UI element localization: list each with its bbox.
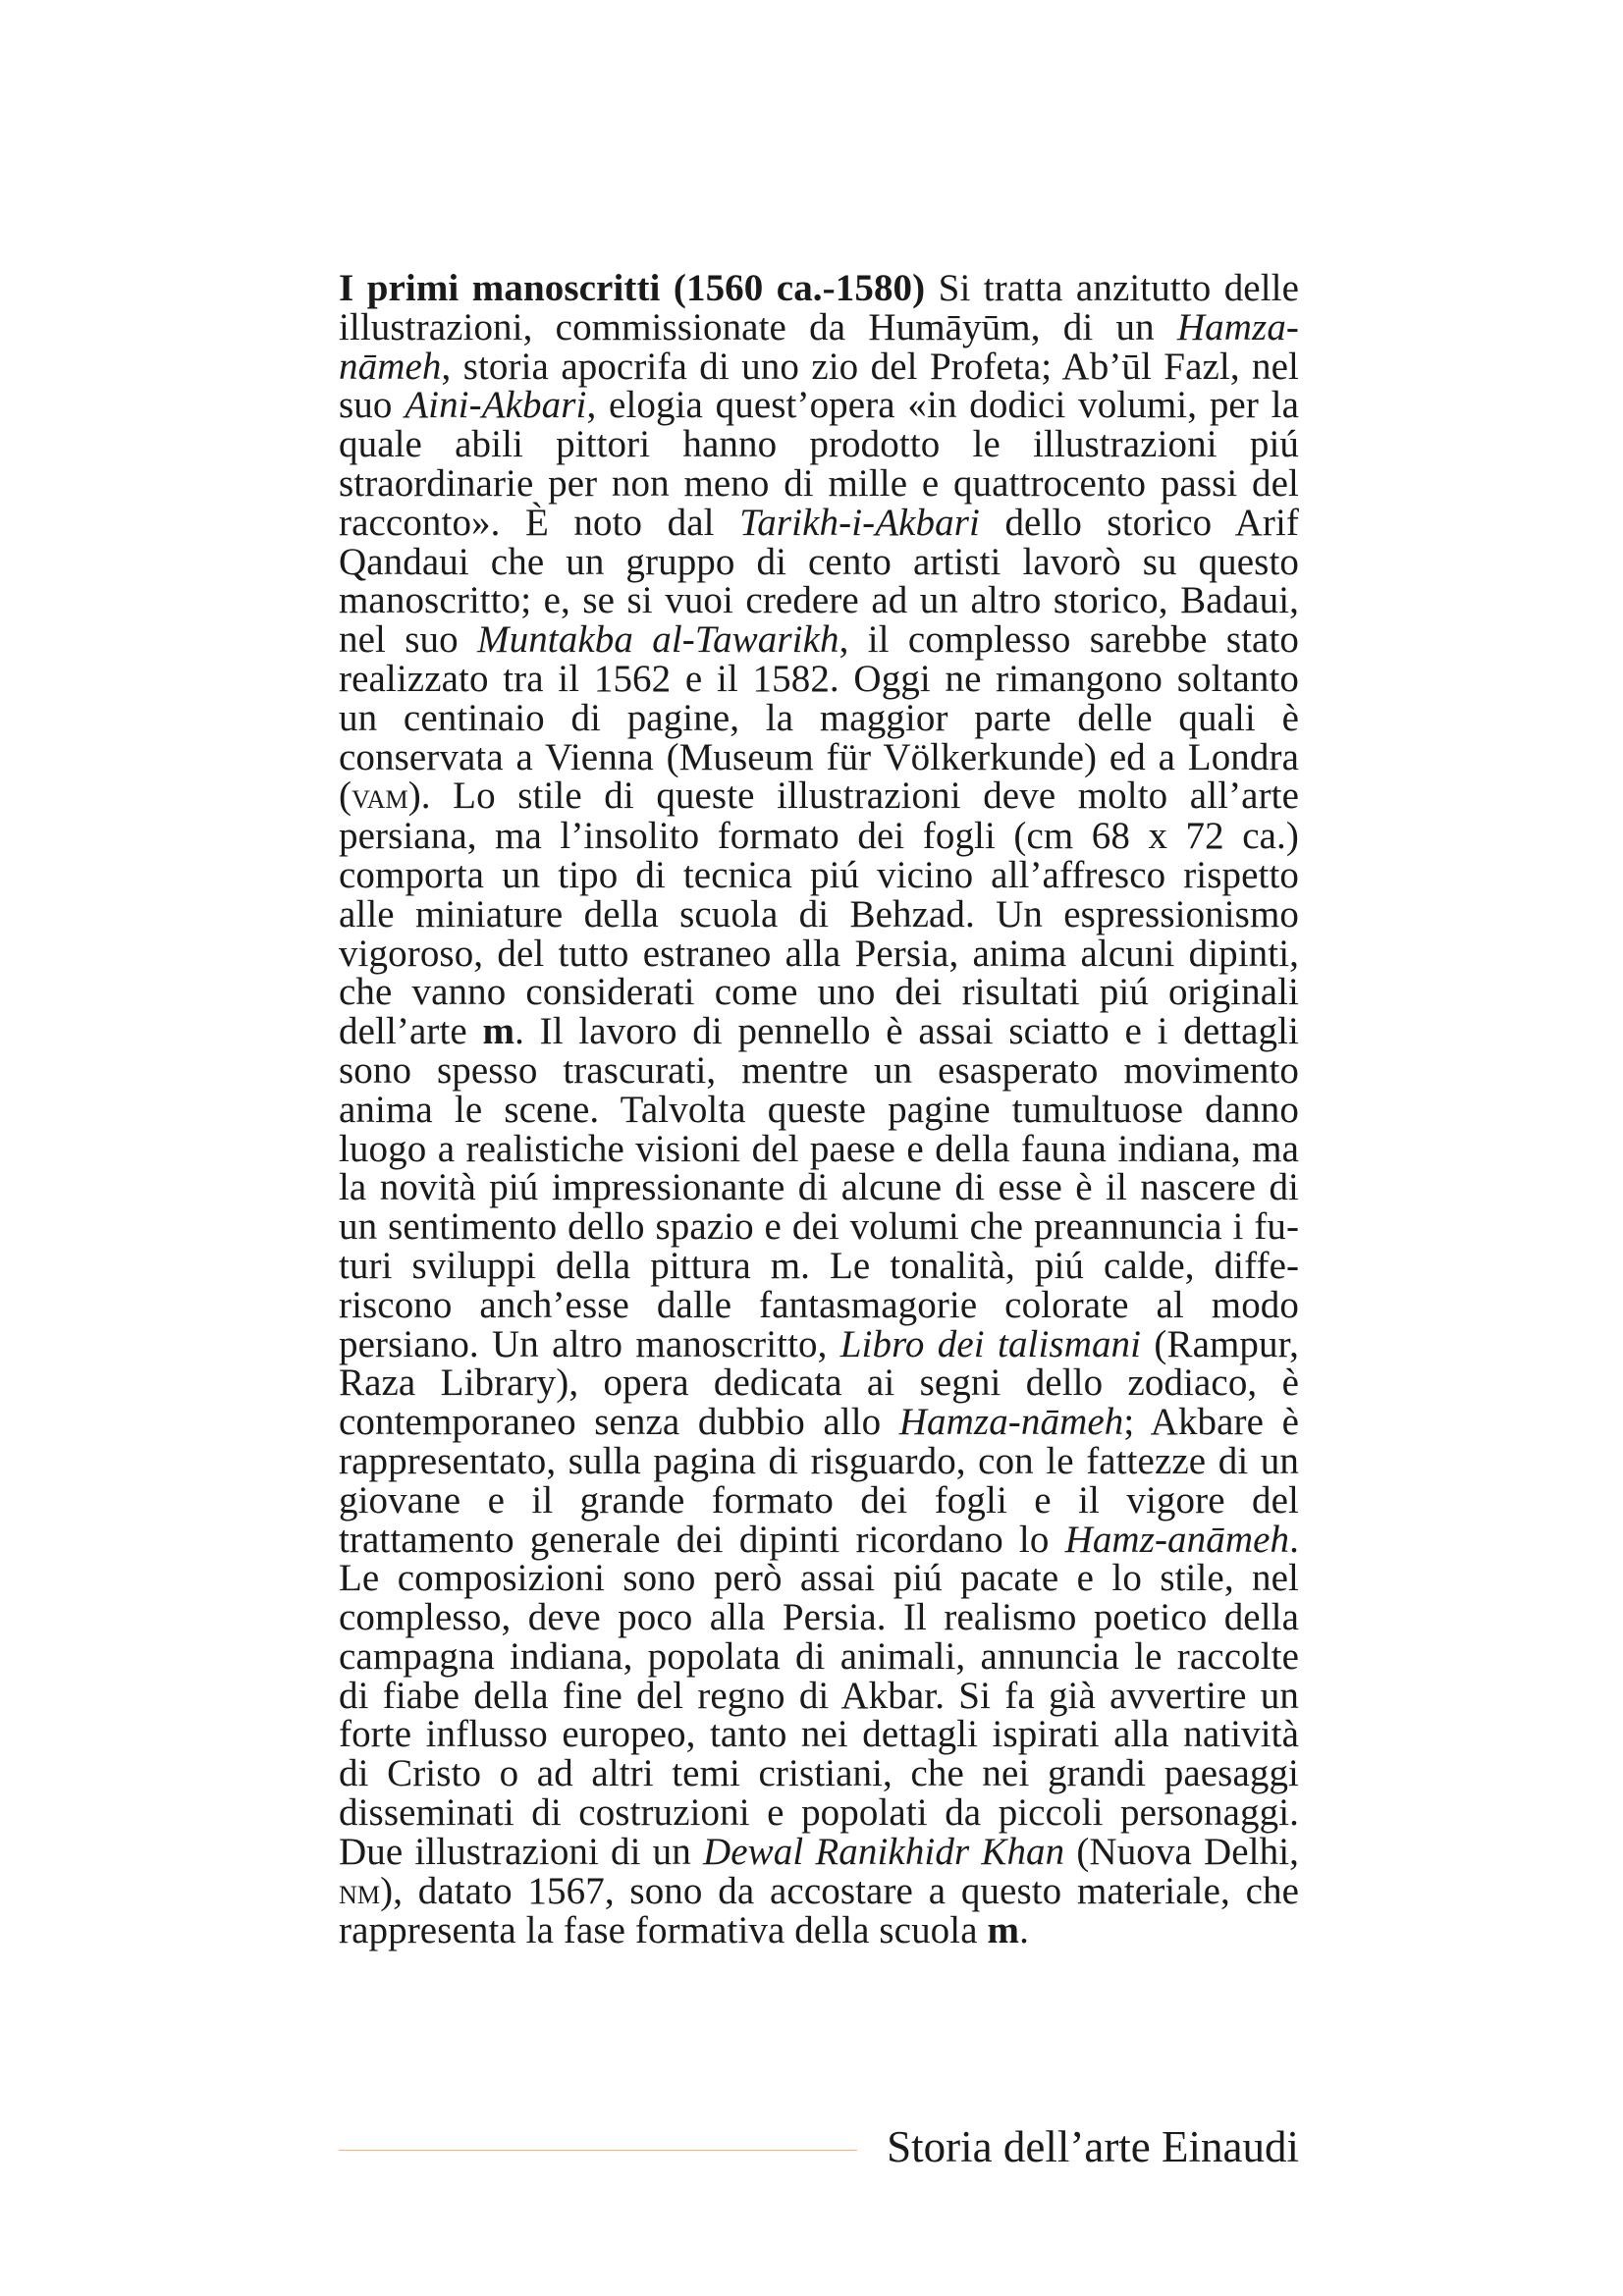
text-run: (Rampur, Raza Library), opera dedicata ai segni dello zodiaco, è contemporaneo senza dubbio allo <box>339 1322 1299 1444</box>
small-caps-abbrev: vam <box>352 776 408 818</box>
italic-title: Aini-Akbari <box>405 384 587 427</box>
footer-rule <box>339 2150 857 2151</box>
text-run: , storia apocrifa di uno zio del Profeta; Ab’ūl Fazl, nel suo <box>339 345 1299 427</box>
text-run: , elogia quest’opera «in dodici volumi, per la quale abili pittori hanno prodotto le illustrazioni piú straordinarie per non meno di mille e quattrocento passi del racconto». È noto dal <box>339 384 1299 544</box>
bold-term: m <box>482 1010 515 1053</box>
text-run: , il complesso sarebbe stato realizzato tra il 1562 e il 1582. Oggi ne rimangono soltanto un centinaio di pagine, la maggior parte delle quali è conservata a Vienna (Museum für Völkerkunde) ed a Londra ( <box>339 618 1299 818</box>
text-run: . Il lavoro di pennello è assai sciatto e i dettagli sono spesso trascurati, mentre un esasperato movimento anima le scene. Talvolta queste pagine tumultuose danno luogo a realistiche visioni del paese e della fauna indiana, ma la novità piú impressionante di alcune di esse è il nascere di un sentimento dello spazio e dei volumi che preannuncia i futuri sviluppi della pittura m. Le tonalità, piú calde, differiscono anch’esse dalle fantasmagorie colorate al modo persiano. Un altro manoscritto, <box>339 1010 1299 1365</box>
text-run: ), datato 1567, sono da accostare a questo materiale, che rappresenta la fase formativa della scuola <box>339 1869 1299 1952</box>
text-run: dello storico Arif Qandaui che un gruppo di cento artisti lavorò su questo manoscritto; e, se si vuoi credere ad un altro storico, Badaui, nel suo <box>339 501 1299 662</box>
italic-title: Libro dei talismani <box>839 1322 1142 1365</box>
italic-title: Dewal Ranikhidr Khan <box>702 1830 1065 1873</box>
italic-title: Hamz-anāmeh <box>1064 1518 1290 1561</box>
italic-title: Muntakba al-Tawarikh <box>477 618 839 662</box>
text-run: (Nuova Delhi, <box>1064 1830 1299 1873</box>
bold-term: m <box>987 1909 1020 1952</box>
italic-title: Hamza-nāmeh <box>898 1401 1124 1444</box>
small-caps-abbrev: nm <box>339 1871 381 1912</box>
footer-publisher-label: Storia dell’arte Einaudi <box>887 2122 1299 2171</box>
italic-title: Tarikh-i-Akbari <box>739 501 980 544</box>
text-run: ). Lo stile di queste illustrazioni deve molto all’arte persiana, ma l’insolito formato dei fogli (cm 68 x 72 ca.) comporta un tipo di tecnica piú vicino all’affresco rispetto alle miniature della scuola di Behzad. Un espressionismo vigoroso, del tutto estraneo alla Persia, anima alcuni dipinti, che vanno considerati come uno dei risultati piú originali dell’arte <box>339 774 1299 1053</box>
text-run: . Le composizioni sono però assai piú pacate e lo stile, nel complesso, deve poco alla Persia. Il realismo poetico della campagna indiana, popolata di animali, annuncia le raccolte di fiabe della fine del regno di Akbar. Si fa già avvertire un forte influsso europeo, tanto nei dettagli ispirati alla natività di Cristo o ad altri temi cristiani, che nei grandi paesaggi disseminati di costruzioni e popolati da piccoli personaggi. Due illustrazioni di un <box>339 1518 1299 1873</box>
italic-title: Hamza-nāmeh <box>339 305 1299 388</box>
body-paragraph <box>339 269 1299 1950</box>
section-heading: I primi manoscritti (1560 ca.-1580) <box>339 267 926 309</box>
page-footer <box>339 2120 1299 2179</box>
text-run: ; Akbare è rappresentato, sulla pagina di risguardo, con le fattezze di un giovane e il grande formato dei fogli e il vigore del trattamento generale dei dipinti ricordano lo <box>339 1401 1299 1561</box>
text-run: . <box>1019 1909 1029 1952</box>
text-run: Si tratta anzitutto delle illustrazioni, commissionate da Humāyūm, di un <box>339 267 1299 348</box>
